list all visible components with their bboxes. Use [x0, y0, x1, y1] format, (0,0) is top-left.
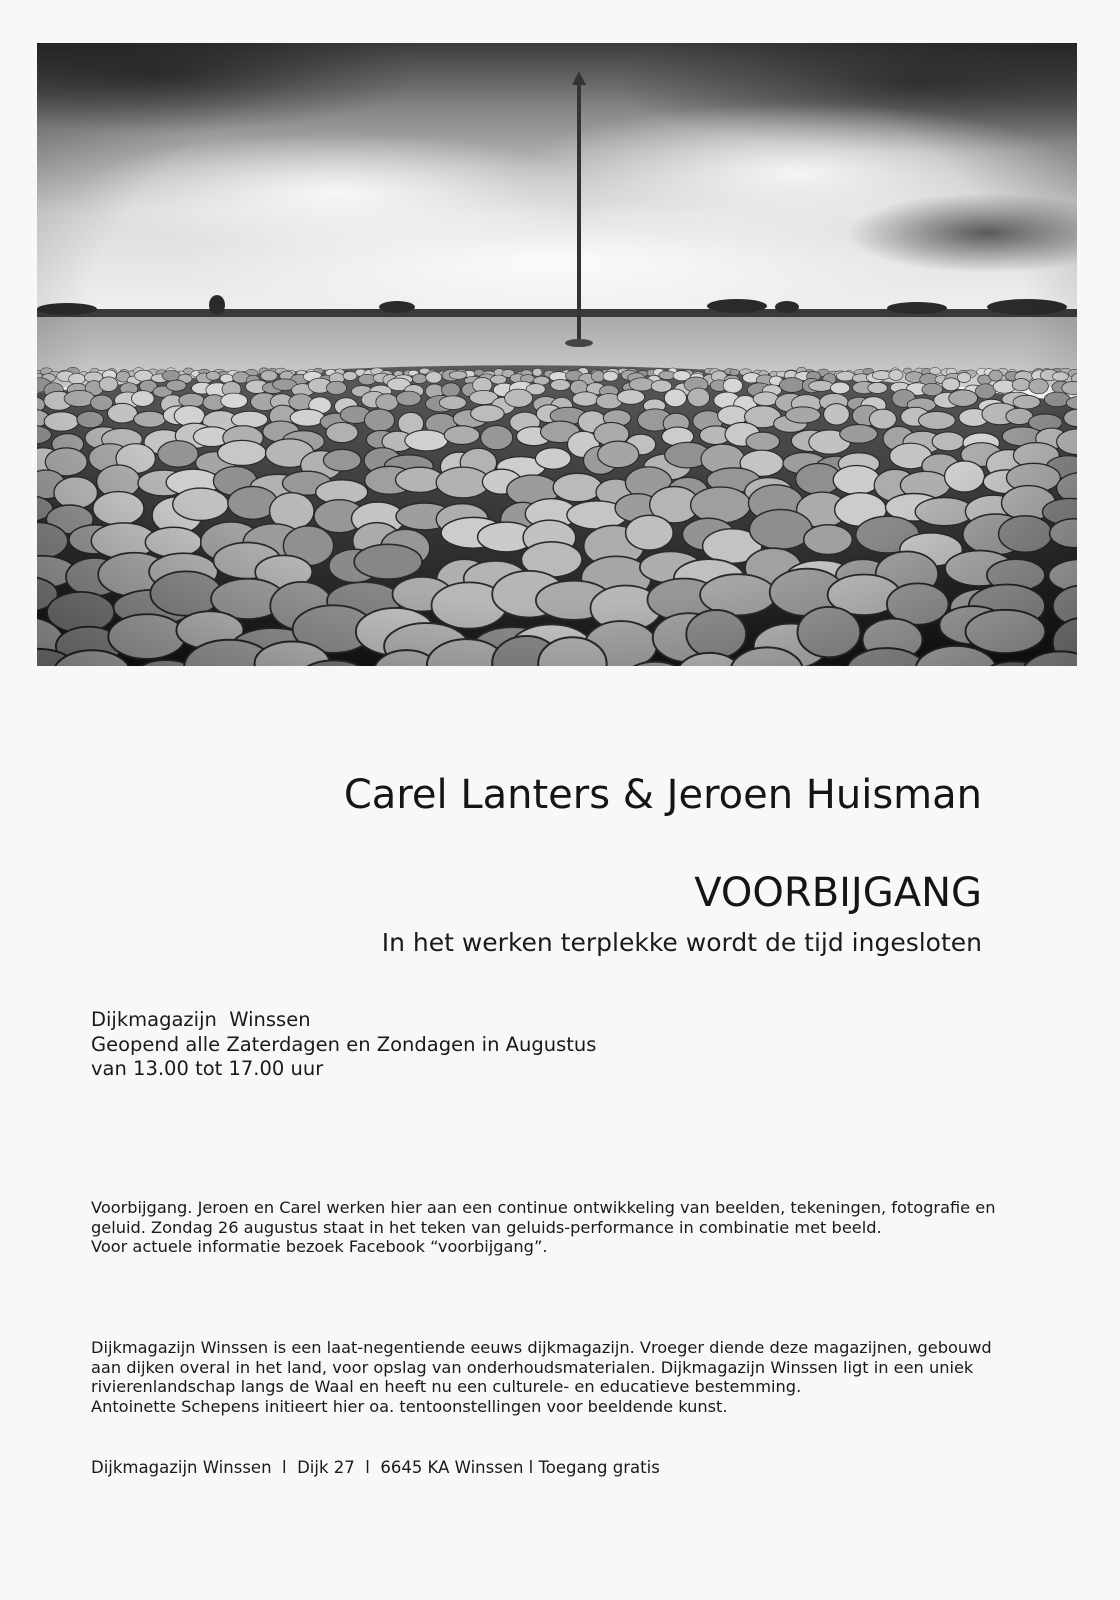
- venue-line: van 13.00 tot 17.00 uur: [91, 1057, 324, 1080]
- exhibition-title: VOORBIJGANG: [694, 870, 982, 916]
- artists-heading: Carel Lanters & Jeroen Huisman: [343, 772, 982, 818]
- riverbank-photo: [37, 43, 1077, 666]
- paragraph-line: Voorbijgang. Jeroen en Carel werken hier aan een continue ontwikkeling van beelden, tekeningen, fotografie en: [91, 1198, 996, 1217]
- exhibition-subtitle: In het werken terplekke wordt de tijd ingesloten: [381, 928, 982, 957]
- venue-info: [91, 1008, 596, 1082]
- paragraph-line: geluid. Zondag 26 augustus staat in het teken van geluids-performance in combinatie met beeld.: [91, 1217, 882, 1237]
- venue-history-paragraph: [91, 1338, 1051, 1416]
- footer-address: Dijkmagazijn Winssen l Dijk 27 l 6645 KA Winssen l Toegang gratis: [91, 1458, 660, 1477]
- venue-line: Geopend alle Zaterdagen en Zondagen in Augustus: [91, 1032, 597, 1056]
- paragraph-line: Voor actuele informatie bezoek Facebook “voorbijgang”.: [91, 1237, 548, 1257]
- paragraph-line: rivierenlandschap langs de Waal en heeft nu een culturele- en educatieve bestemming.: [91, 1377, 802, 1397]
- description-paragraph: [91, 1198, 1051, 1257]
- paragraph-line: aan dijken overal in het land, voor opslag van onderhoudsmaterialen. Dijkmagazijn Winssen ligt in een uniek: [91, 1357, 974, 1377]
- paragraph-line: Dijkmagazijn Winssen is een laat-negentiende eeuws dijkmagazijn. Vroeger diende deze magazijnen, gebouwd: [91, 1338, 992, 1357]
- paragraph-line: Antoinette Schepens initieert hier oa. tentoonstellingen voor beeldende kunst.: [91, 1396, 728, 1416]
- venue-line: Dijkmagazijn Winssen: [91, 1008, 311, 1031]
